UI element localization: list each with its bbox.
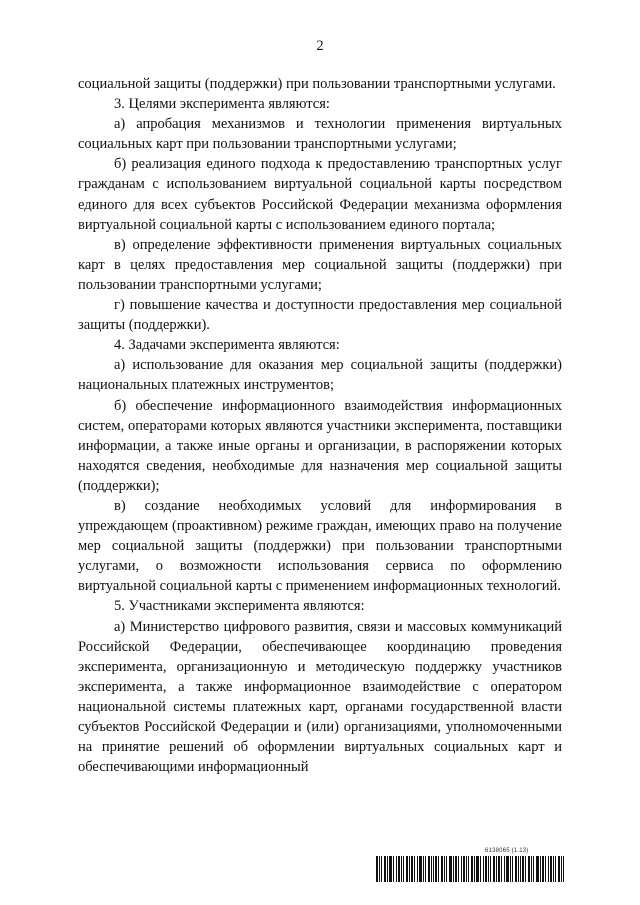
section-3-item-v: в) определение эффективности применения виртуальных социальных карт в целях предоставления мер социальной защиты (поддержки) при пользовании транспортными услугами; xyxy=(78,236,562,293)
page-number: 2 xyxy=(316,38,324,54)
section-3-item-g: г) повышение качества и доступности предоставления мер социальной защиты (поддержки). xyxy=(78,297,562,334)
section-3-heading: 3. Целями эксперимента являются: xyxy=(114,96,330,113)
barcode-icon xyxy=(376,856,564,882)
section-5-heading: 5. Участниками эксперимента являются: xyxy=(114,598,365,615)
paragraph-continuation: социальной защиты (поддержки) при пользовании транспортными услугами. xyxy=(78,76,556,92)
section-4-item-a: а) использование для оказания мер социальной защиты (поддержки) национальных платежных инструментов; xyxy=(78,357,562,394)
section-4-item-b: б) обеспечение информационного взаимодействия информационных систем, операторами которых являются участники эксперимента, поставщики информации, а также иные органы и организации, в распоряжении которых находятся сведения, необходимые для назначения мер социальной защиты (поддержки); xyxy=(78,397,562,494)
section-3-item-b: б) реализация единого подхода к предоставлению транспортных услуг гражданам с использованием виртуальной социальной карты посредством единого для всех субъектов Российской Федерации механизма оформления виртуальной социальной карты с использованием единого портала; xyxy=(78,156,562,233)
section-4-heading: 4. Задачами эксперимента являются: xyxy=(114,337,340,354)
document-serial-code: 6138065 (1.13) xyxy=(485,848,529,854)
section-4-item-v: в) создание необходимых условий для информирования в упреждающем (проактивном) режиме граждан, имеющих право на получение мер социальной защиты (поддержки) при пользовании транспортными услугами, о возможности использования сервиса по оформлению виртуальной социальной карты с применением информационных технологий. xyxy=(78,497,562,595)
document-body xyxy=(78,74,562,777)
section-3-item-a: а) апробация механизмов и технологии применения виртуальных социальных карт при пользовании транспортными услугами; xyxy=(78,116,562,153)
section-5-item-a: а) Министерство цифрового развития, связи и массовых коммуникаций Российской Федерации, обеспечивающее координацию проведения эксперимента, организационную и методическую поддержку участников эксперимента, а также информационное взаимодействие с оператором национальной системы платежных карт, органами государственной власти субъектов Российской Федерации и (или) организациями, уполномоченными на принятие решений об оформлении виртуальных социальных карт и обеспечивающими информационный xyxy=(78,618,562,776)
